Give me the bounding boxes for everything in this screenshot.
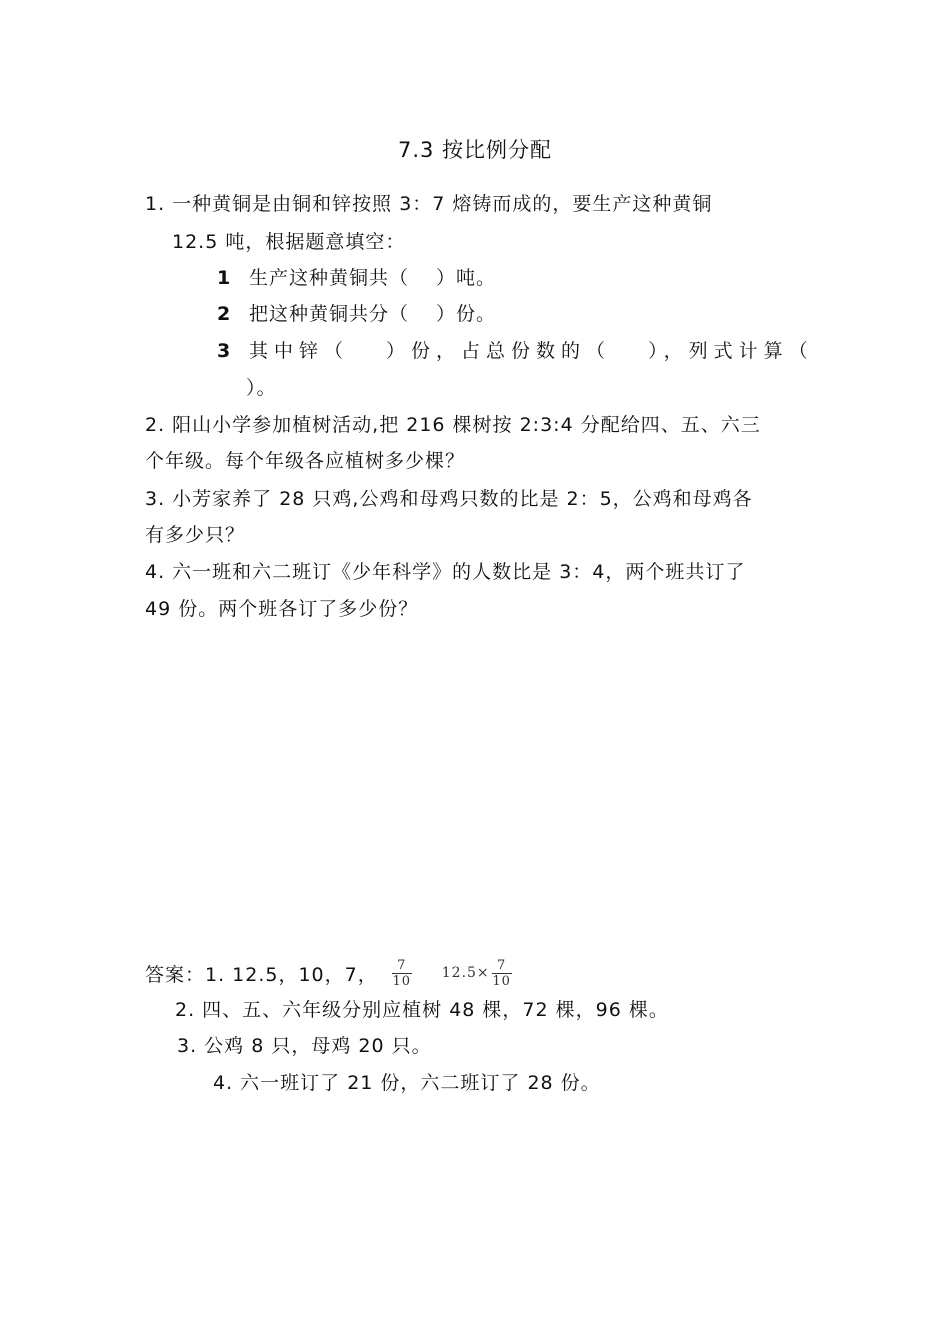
expression-fraction bbox=[492, 958, 512, 989]
answer-2: 2. 四、五、六年级分别应植树 48 棵，72 棵，96 棵。 bbox=[175, 999, 669, 1021]
sub-3-number: 3 bbox=[217, 340, 232, 362]
question-3-line-2: 有多少只？ bbox=[145, 524, 246, 546]
question-1-line-1: 1. 一种黄铜是由铜和锌按照 3：7 熔铸而成的，要生产这种黄铜 bbox=[145, 193, 713, 215]
sub-3-text: 其中锌（ ）份，占总份数的（ ），列式计算（ bbox=[249, 340, 814, 362]
question-4-line-1: 4. 六一班和六二班订《少年科学》的人数比是 3：4，两个班共订了 bbox=[145, 561, 746, 583]
answer-1 bbox=[145, 953, 512, 993]
question-1-sub-3-continued: ）。 bbox=[246, 377, 277, 399]
answer-1-expression bbox=[442, 958, 512, 989]
sub-2-text: 把这种黄铜共分（ ）份。 bbox=[249, 303, 497, 325]
question-1-line-2: 12.5 吨，根据题意填空： bbox=[172, 231, 406, 253]
expression-prefix: 12.5× bbox=[441, 965, 490, 981]
sub-2-number: 2 bbox=[217, 303, 232, 325]
question-2-line-2: 个年级。每个年级各应植树多少棵？ bbox=[145, 450, 466, 472]
fraction-denominator: 10 bbox=[392, 973, 412, 989]
answer-4: 4. 六一班订了 21 份，六二班订了 28 份。 bbox=[213, 1072, 601, 1094]
question-1-sub-3 bbox=[217, 336, 814, 363]
question-3-line-1: 3. 小芳家养了 28 只鸡,公鸡和母鸡只数的比是 2：5，公鸡和母鸡各 bbox=[145, 488, 753, 510]
question-1-sub-1 bbox=[217, 263, 496, 290]
answer-1-fraction bbox=[392, 958, 412, 989]
question-1-sub-2 bbox=[217, 299, 496, 326]
sub-1-text: 生产这种黄铜共（ ）吨。 bbox=[249, 267, 497, 289]
fraction-numerator: 7 bbox=[397, 957, 407, 973]
answer-3: 3. 公鸡 8 只，母鸡 20 只。 bbox=[177, 1035, 432, 1057]
page-title: 7.3 按比例分配 bbox=[397, 138, 553, 162]
question-4-line-2: 49 份。两个班各订了多少份？ bbox=[145, 598, 419, 620]
answer-1-text: 答案：1. 12.5，10，7， bbox=[145, 963, 378, 986]
expression-denominator: 10 bbox=[492, 973, 511, 989]
question-2-line-1: 2. 阳山小学参加植树活动,把 216 棵树按 2:3:4 分配给四、五、六三 bbox=[145, 414, 761, 436]
expression-numerator: 7 bbox=[497, 957, 507, 973]
sub-1-number: 1 bbox=[217, 267, 232, 289]
